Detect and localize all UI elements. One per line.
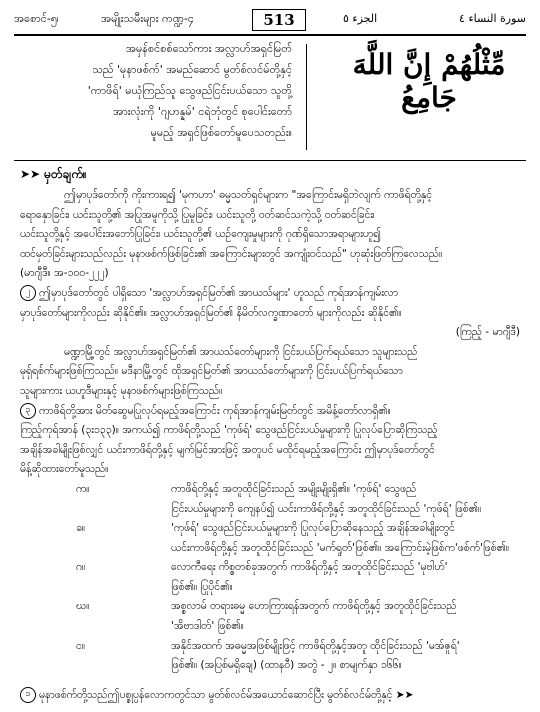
note-line: ရောနှောခြင်း၊ ယင်းသူတို့၏ အပြုအမူကိုသို့ ပြုမူခြင်း၊ ယင်းသူတို့ ဝတ်ဆင်သကဲ့သို့ ဝတ်ဆင်ခြင်း၊ xyxy=(20,208,375,221)
note-line: (ကြည့် - မာဂျီဒီ) xyxy=(455,326,520,339)
header-rule xyxy=(14,34,526,36)
footnote-number: ၁ xyxy=(20,687,36,703)
double-arrow-icon: ➤➤ xyxy=(20,167,41,181)
note-body xyxy=(20,186,520,676)
list-item-cont: ဖြစ်၏။ (အပြစ်မရှိချေ) (ထာနဝီ) အတွဲ - ၂။ စာမျက်နှာ ၁၆၆။ xyxy=(171,659,402,672)
translation-line: မူမည့် အရှင်ဖြစ်တော်မူပေသတည်း။ xyxy=(150,126,292,139)
note-line: ယင်းသူတို့နှင့် အပေါင်းအဘော်ပြုခြင်း၊ ယင်းသူတို့၏ ယဉ်ကျေးမှုများကို ဂုဏ်ရှိသောအရာများဟူ၍ xyxy=(20,228,381,241)
note-line: မုရှ်ရစ်က်များဖြစ်ကြသည်။ မဒီနာမြို့တွင် ထိုအရှင်မြတ်၏ အာယသ်တော်များကို ငြင်းပယ်ပြက်ရယ်သော xyxy=(20,365,403,378)
list-item-key: ဃ။ xyxy=(76,600,90,613)
list-item xyxy=(20,519,520,539)
list-item-text: 'ကုဖ်ရ်' သွေဖည်ငြင်းပယ်မှုများကို ပြုလုပ်ပြောဆိုနေသည့် အချိန်အခါမျိုးတွင် xyxy=(171,522,455,535)
translation-line: သည် 'မုနာဖစ်က်' အမည်ဆောင် မွတ်စ်လင်မ်တို့နှင့် xyxy=(92,63,292,76)
note-line: မှာပုဒ်တော်များကိုလည်း ဆိုနိုင်၏။ အလ္လာဟ်အရှင်မြတ်၏ နိမိတ်လက္ခဏာတော် များကိုလည်း ဆိုနိုင်၏။ xyxy=(20,306,402,319)
header-surah: سورة النساء ٤ xyxy=(459,12,526,25)
note-line-numbered xyxy=(20,402,520,422)
list-item-key: ဂ။ xyxy=(76,561,86,574)
note-line: ထင်မှတ်ခြင်းများသည်လည်း မုနာဖစ်က်ဖြစ်ခြင်း၏ အကြောင်းများတွင် အကျုံးဝင်သည်" ဟုဆုံးဖြတ်ကြလေသည်။ xyxy=(20,247,443,260)
list-item-text: အစ္စလာမ် တရားဓမ္မ ဟောကြားရန်အတွက် ကာဖိရ်တို့နှင့် အတူထိုင်ခြင်းသည် xyxy=(171,600,457,613)
list-item-cont: ဖြစ်၏။ ပြုပိုင်၏။ xyxy=(171,580,233,593)
list-item xyxy=(20,597,520,617)
translation-line: အမှန်စင်စစ်သော်ကား အလ္လာဟ်အရှင်မြတ် xyxy=(125,42,292,55)
note-line: ဤမှာပုဒ်တော်ကို ကိုးကားရ၍ 'မုကဟာ' ဓမ္မသတ်ရှင်များက "အကြောင်းမရှိဘဲလျက် ကာဖိရ်တို့နှင့် xyxy=(64,189,433,201)
note-line: ဤမှာပုဒ်တော်တွင် ပါရှိသော 'အလ္လာဟ်အရှင်မြတ်၏ အာယသ်များ' ဟူသည် ကုရ်အာန်ကျမ်းလာ xyxy=(39,286,399,299)
note-title: မှတ်ချက်။ xyxy=(44,167,87,181)
header-juz: الجزء ٥ xyxy=(343,12,378,25)
note-line: သူများကား ယဟူဒီများနှင့် မုနာဖစ်က်များဖြစ်ကြသည်။ xyxy=(20,384,223,397)
list-item-cont: ငြင်းပယ်မှုများကို ကျေနပ်၍ ယင်းကာဖိရ်တို့နှင့် အတူထိုင်ခြင်းသည် 'ကုဖ်ရ်' ဖြစ်၏။ xyxy=(171,502,482,515)
ruling-list xyxy=(20,480,520,676)
note-line-numbered xyxy=(20,284,520,304)
list-item-text: အနိုင်အထက် အဓမ္မအဖြစ်မျိုးဖြင့် ကာဖိရ်တို့နှင့်အတူ ထိုင်ခြင်းသည် 'မအ်ဇူရ်' xyxy=(171,639,460,652)
column-divider xyxy=(306,44,307,150)
header-volume: အစောင်-၅၊ xyxy=(14,12,59,25)
note-heading xyxy=(20,166,87,184)
note-line: ကြည့်ကုရ်အာန် (၃း၁၃၃)။ အကယ်၍ ကာဖိရ်တို့သည် 'ကုဖ်ရ်' သွေဖည်ငြင်းပယ်မှုများကို ပြုလုပ်ပြောဆိုကြသည့် xyxy=(20,424,438,437)
list-item xyxy=(20,480,520,500)
list-item-text: ကာဖိရ်တို့နှင့် အတူထိုင်ခြင်းသည် အမျိုးမျိုးရှိ၏။ 'ကုဖ်ရ်' သွေဖည် xyxy=(171,482,417,495)
list-item-text: လောကီရေး ကိစ္စတစ်ခုအတွက် ကာဖိရ်တို့နှင့် အတူထိုင်ခြင်းသည် 'မုဗါဟ်' xyxy=(171,561,448,574)
verse-translation xyxy=(14,38,292,143)
footnote-number: ၂ xyxy=(20,285,36,301)
list-item xyxy=(20,558,520,578)
verse-block xyxy=(14,38,526,156)
list-item xyxy=(20,637,520,657)
translation-line: အားလုံးကို 'ဂျဟန္နမ်' ငရဲဘုံတွင် စုပေါင်းတော် xyxy=(113,105,292,118)
footnote-line xyxy=(20,687,520,704)
note-line: ကာဖိရ်တို့အား မိတ်ဆွေမပြုလုပ်ရမည့်အကြောင်း ကုရ်အာန်ကျမ်းမြတ်တွင် အမိန့်တော်လာရှိ၏။ xyxy=(39,404,391,417)
footnote-text: မုနာဖစ်က်တို့သည်ဤပစ္စုပ္ပန်လောကတွင်သာ မွတ်စ်လင်မ်အယောင်ဆောင်ပြီး မွတ်စ်လင်မ်တို့နှင့် xyxy=(39,689,393,701)
list-item-cont: ယင်းကာဖိရ်တို့နှင့် အတူထိုင်ခြင်းသည် 'မက်ရှုတ်'ဖြစ်၏။ အကြောင်းမဲ့ဖြစ်က'ဖစ်က်'ဖြစ်၏။ xyxy=(171,541,510,554)
footnote-number: ၃ xyxy=(20,403,36,419)
double-arrow-icon: ➤➤ xyxy=(395,689,414,701)
list-item-key: င။ xyxy=(76,639,86,652)
note-line: (မာဂျီဒီ။ အ-၁၀၀-၂၂၂) xyxy=(20,267,109,280)
header-series: အမျိုးသမီးများ ကဏ္ဍ-၄ xyxy=(101,12,195,25)
note-line: အချိန်အခါမျိုးဖြစ်လျှင် ယင်းကာဖိရ်တို့နှင့် မျက်မြင်အားဖြင့် အတူပင် မထိုင်ရမည့်အကြောင်း ဤမှာပုဒ်တော်တွင် xyxy=(20,443,435,456)
running-header xyxy=(14,9,526,31)
list-item-key: က။ xyxy=(76,482,90,495)
verse-arabic: مِّثْلُهُمْ إِنَّ اللَّهَ جَامِعُ xyxy=(352,48,506,114)
list-item-cont: 'အိဗာဒါတ်' ဖြစ်၏။ xyxy=(171,620,244,633)
note-line: မဏ္ဍာမြို့တွင် အလ္လာဟ်အရှင်မြတ်၏ အာယသ်တော်များကို ငြင်းပယ်ပြက်ရယ်သော သူများသည် xyxy=(64,345,418,358)
translation-line: 'ကာဖိရ်' မယုံကြည်သူ သွေဖည်ငြင်းပယ်သော သူတို့ xyxy=(87,84,292,97)
list-item-key: ခ။ xyxy=(76,522,86,535)
section-rule xyxy=(14,160,526,161)
note-line: မိန့်ဆိုထားတော်မူသည်။ xyxy=(20,463,109,476)
page-number: 513 xyxy=(252,9,306,31)
